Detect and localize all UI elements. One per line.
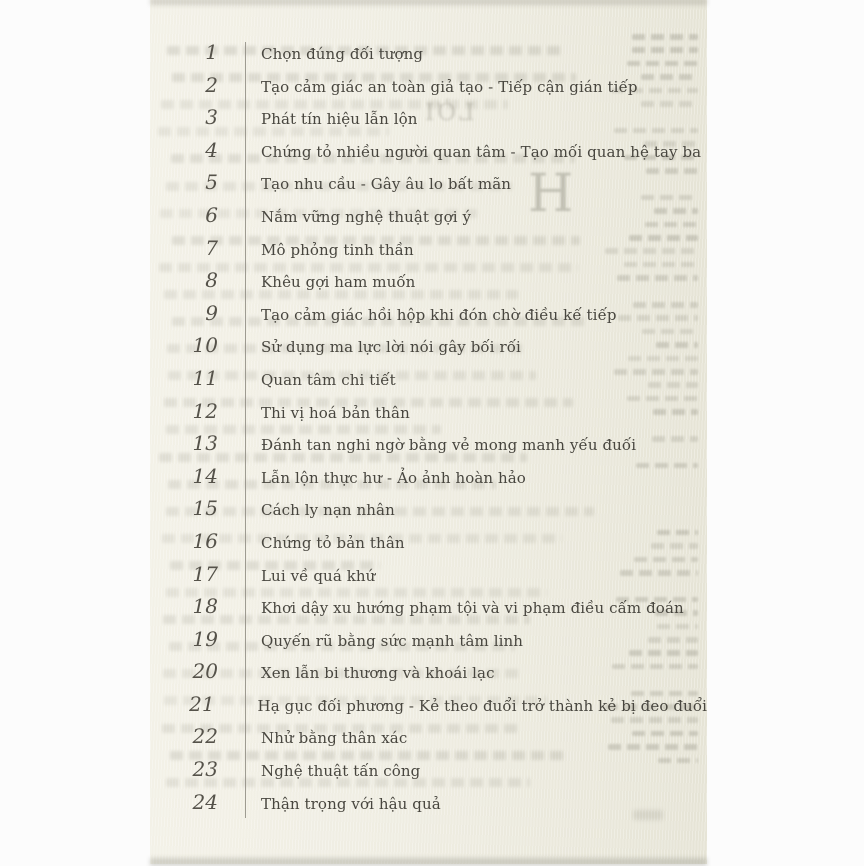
book-page — [150, 0, 707, 864]
toc-item-number: 7 — [205, 235, 218, 260]
toc-item — [150, 395, 707, 428]
toc-item-title: Lẫn lộn thực hư - Ảo ảnh hoàn hảo — [261, 468, 526, 487]
toc-item-title: Thận trọng với hậu quả — [261, 794, 441, 813]
toc-list — [150, 36, 707, 818]
toc-item — [150, 590, 707, 623]
toc-item — [150, 36, 707, 69]
toc-item — [150, 753, 707, 786]
toc-item-title: Phát tín hiệu lẫn lộn — [261, 110, 418, 129]
toc-item — [150, 199, 707, 232]
toc-item-number: 6 — [205, 202, 218, 227]
toc-item — [150, 623, 707, 656]
toc-item-number: 20 — [192, 659, 218, 684]
toc-item-number: 1 — [205, 40, 218, 64]
toc-item-title: Nghệ thuật tấn công — [261, 762, 421, 781]
toc-item — [150, 329, 707, 362]
toc-item-title: Mô phỏng tinh thần — [261, 240, 414, 259]
toc-item — [150, 264, 707, 297]
toc-item-number: 2 — [205, 72, 218, 97]
toc-item — [150, 134, 707, 167]
toc-item-number: 14 — [192, 463, 218, 488]
toc-item — [150, 492, 707, 525]
toc-item-title: Chứng tỏ nhiều người quan tâm - Tạo mối quan hệ tay ba — [261, 142, 702, 161]
toc-item — [150, 460, 707, 493]
toc-item-number: 17 — [192, 561, 218, 586]
toc-item-title: Lui về quá khứ — [261, 566, 376, 585]
toc-item-title: Sử dụng ma lực lời nói gây bối rối — [261, 338, 521, 357]
toc-item — [150, 232, 707, 265]
toc-item-number: 19 — [192, 626, 218, 651]
toc-item — [150, 655, 707, 688]
showthrough-word: LỜI — [422, 100, 475, 126]
toc-item-number: 12 — [192, 398, 218, 423]
toc-item-title: Đánh tan nghi ngờ bằng vẻ mong manh yếu đuối — [261, 436, 637, 455]
toc-item-title: Chọn đúng đối tượng — [261, 45, 424, 63]
toc-item — [150, 101, 707, 134]
toc-item-title: Nắm vững nghệ thuật gợi ý — [261, 207, 472, 226]
toc-item — [150, 166, 707, 199]
toc-item — [150, 786, 707, 819]
toc-item-number: 18 — [192, 594, 218, 619]
toc-item — [150, 362, 707, 395]
toc-item-number: 5 — [205, 170, 218, 195]
toc-item-number: 22 — [192, 724, 218, 749]
toc-item — [150, 297, 707, 330]
toc-item-title: Tạo nhu cầu - Gây âu lo bất mãn — [261, 175, 512, 194]
toc-item-number: 16 — [192, 528, 218, 553]
toc-item-title: Tạo cảm giác an toàn giả tạo - Tiếp cận gián tiếp — [261, 77, 638, 96]
toc-item-title: Xen lẫn bi thương và khoái lạc — [261, 664, 495, 683]
toc-item-number: 23 — [192, 757, 218, 782]
toc-item-number: 9 — [205, 300, 218, 325]
toc-item — [150, 688, 707, 721]
toc-item-title: Tạo cảm giác hồi hộp khi đón chờ điều kế tiếp — [261, 305, 617, 324]
toc-item-number: 21 — [189, 691, 215, 716]
toc-item-title: Thi vị hoá bản thân — [261, 403, 410, 422]
toc-item-number: 4 — [205, 137, 218, 162]
toc-item-number: 11 — [192, 365, 218, 390]
toc-item-title: Hạ gục đối phương - Kẻ theo đuổi trở thành kẻ bị đeo đuổi — [257, 696, 707, 715]
toc-item-number: 13 — [192, 431, 218, 456]
toc-item — [150, 427, 707, 460]
toc-item-title: Quyến rũ bằng sức mạnh tâm linh — [261, 631, 524, 650]
toc-item — [150, 525, 707, 558]
toc-item-number: 24 — [192, 789, 218, 814]
toc-item-title: Cách ly nạn nhân — [261, 501, 395, 520]
toc-item-title: Chứng tỏ bản thân — [261, 533, 405, 552]
toc-item-number: 3 — [205, 105, 218, 130]
toc-item — [150, 69, 707, 102]
toc-item-number: 8 — [205, 268, 218, 293]
showthrough-dropcap: H — [528, 164, 574, 224]
toc-item — [150, 558, 707, 591]
toc-item-number: 15 — [192, 496, 218, 521]
toc-item-title: Nhử bằng thân xác — [261, 729, 408, 748]
toc-item — [150, 720, 707, 753]
toc-item-title: Quan tâm chi tiết — [261, 370, 396, 389]
toc-item-title: Khơi dậy xu hướng phạm tội và vi phạm điều cấm đoán — [261, 599, 684, 618]
toc-item-number: 10 — [192, 333, 218, 358]
toc-item-title: Khêu gợi ham muốn — [261, 273, 416, 292]
